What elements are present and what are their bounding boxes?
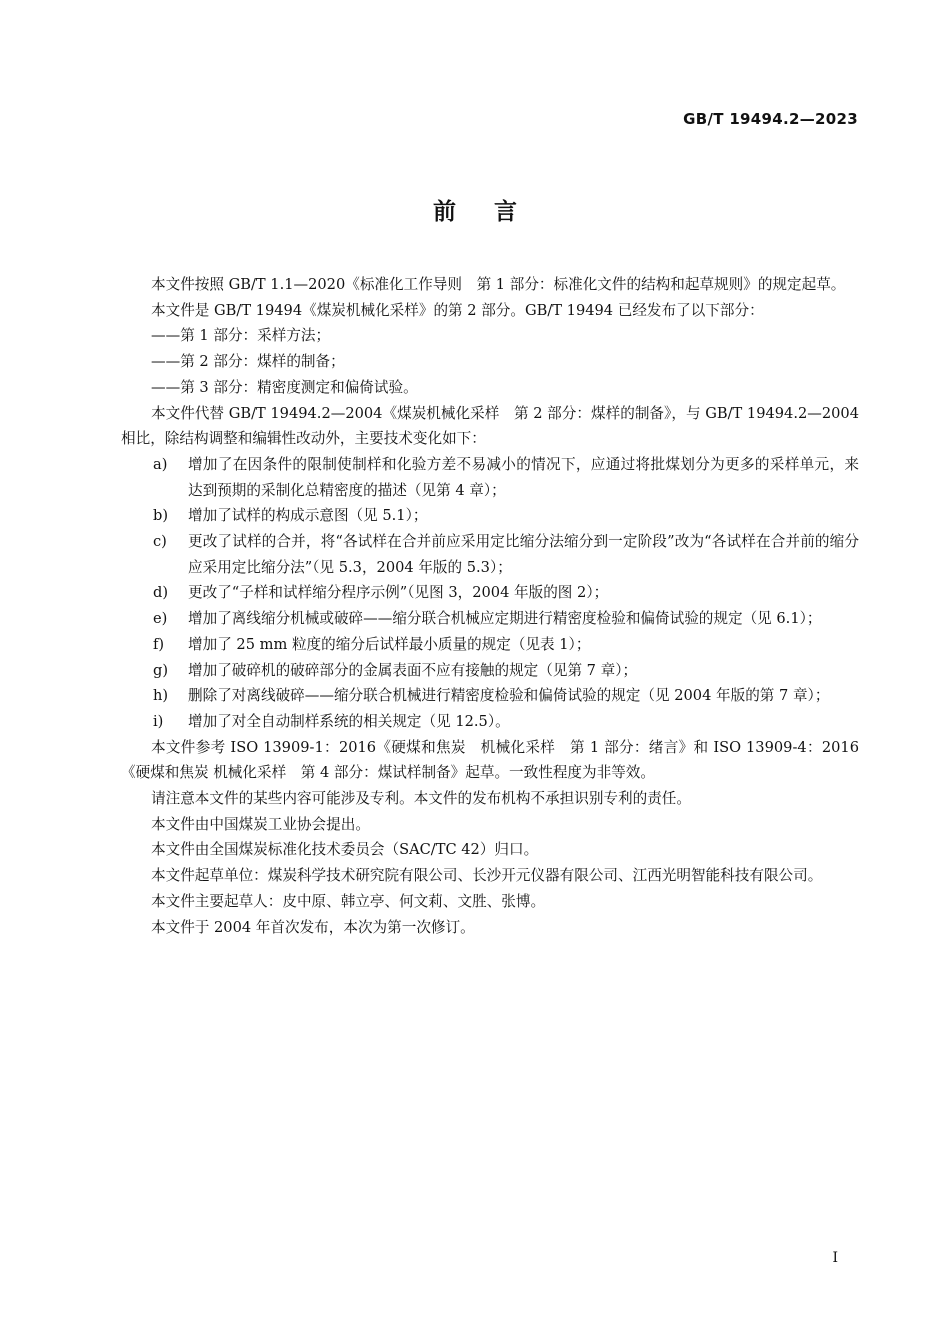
paragraph-replacement: 本文件代替 GB/T 19494.2—2004《煤炭机械化采样 第 2 部分：煤样的制备》，与 GB/T 19494.2—2004 相比，除结构调整和编辑性改动外，主要技术变化如下： (121, 404, 859, 448)
change-item (121, 683, 859, 709)
paragraph-drafting-rules: 本文件按照 GB/T 1.1—2020《标准化工作导则 第 1 部分：标准化文件的结构和起草规则》的规定起草。 (151, 276, 846, 293)
change-label: d) (153, 584, 169, 602)
paragraph-drafting-units: 本文件起草单位：煤炭科学技术研究院有限公司、长沙开元仪器有限公司、江西光明智能科技有限公司。 (151, 867, 823, 885)
change-label: h) (153, 687, 169, 705)
change-item (121, 606, 859, 632)
change-label: e) (153, 610, 168, 628)
page-title: 前言 (433, 199, 555, 225)
change-text: 增加了对全自动制样系统的相关规定（见 12.5）。 (188, 712, 510, 730)
change-label: a) (153, 455, 168, 473)
part-list-item: ——第 1 部分：采样方法； (151, 327, 331, 345)
change-label: c) (153, 533, 167, 551)
preface-body (121, 272, 859, 940)
paragraph-drafters: 本文件主要起草人：皮中原、韩立亭、何文莉、文胜、张博。 (151, 892, 546, 910)
change-label: f) (153, 635, 165, 653)
change-label: g) (153, 661, 169, 679)
page-number: I (832, 1250, 838, 1266)
paragraph-revision-history: 本文件于 2004 年首次发布，本次为第一次修订。 (151, 918, 475, 936)
paragraph-patent-notice: 请注意本文件的某些内容可能涉及专利。本文件的发布机构不承担识别专利的责任。 (151, 790, 691, 808)
change-item (121, 529, 859, 580)
paragraph-technical-committee: 本文件由全国煤炭标准化技术委员会（SAC/TC 42）归口。 (151, 841, 539, 859)
part-list-item: ——第 3 部分：精密度测定和偏倚试验。 (151, 378, 418, 396)
change-text: 增加了试样的构成示意图（见 5.1）； (188, 507, 428, 525)
standard-number: GB/T 19494.2—2023 (683, 110, 858, 128)
change-text: 增加了在因条件的限制使制样和化验方差不易减小的情况下，应通过将批煤划分为更多的采样单元，来达到预期的采制化总精密度的描述（见第 4 章）； (188, 455, 859, 499)
change-item (121, 452, 859, 503)
change-text: 增加了破碎机的破碎部分的金属表面不应有接触的规定（见第 7 章）； (188, 661, 638, 679)
change-text: 删除了对离线破碎——缩分联合机械进行精密度检验和偏倚试验的规定（见 2004 年版的第 7 章）； (188, 687, 830, 705)
change-item (121, 709, 859, 735)
paragraph-series-parts: 本文件是 GB/T 19494《煤炭机械化采样》的第 2 部分。GB/T 19494 已经发布了以下部分： (151, 301, 764, 319)
change-text: 增加了离线缩分机械或破碎——缩分联合机械应定期进行精密度检验和偏倚试验的规定（见 6.1）； (188, 610, 822, 628)
paragraph-proposed-by: 本文件由中国煤炭工业协会提出。 (151, 815, 370, 833)
change-text: 增加了 25 mm 粒度的缩分后试样最小质量的规定（见表 1）； (188, 635, 591, 653)
paragraph-iso-reference: 本文件参考 ISO 13909-1：2016《硬煤和焦炭 机械化采样 第 1 部分：绪言》和 ISO 13909-4：2016《硬煤和焦炭 机械化采样 第 4 部分：煤试样制备》起草。一致性程度为非等效。 (121, 738, 859, 782)
change-label: i) (153, 712, 164, 730)
change-text: 更改了试样的合并，将“各试样在合并前应采用定比缩分法缩分到一定阶段”改为“各试样在合并前的缩分应采用定比缩分法”（见 5.3，2004 年版的 5.3）； (188, 533, 859, 576)
change-item (121, 580, 859, 606)
change-item (121, 658, 859, 684)
change-label: b) (153, 507, 169, 525)
change-item (121, 503, 859, 529)
part-list-item: ——第 2 部分：煤样的制备； (151, 353, 345, 371)
change-item (121, 632, 859, 658)
change-text: 更改了“子样和试样缩分程序示例”（见图 3，2004 年版的图 2）； (188, 584, 609, 602)
